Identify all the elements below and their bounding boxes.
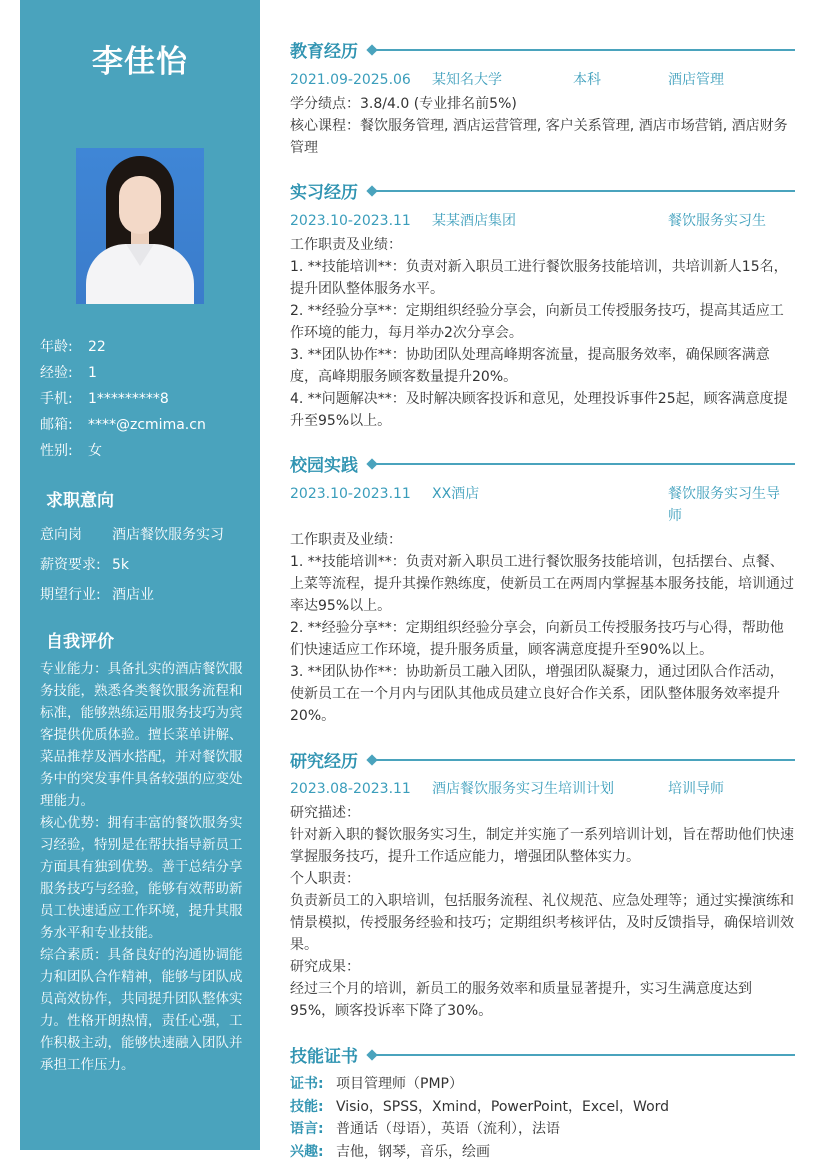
education-details — [290, 93, 795, 159]
info-label: 邮箱: — [40, 417, 73, 433]
basic-info — [40, 334, 206, 464]
info-label: 经验: — [40, 365, 73, 381]
intern-line: 4. **问题解决**：及时解决顾客投诉和意见，处理投诉事件25起，顾客满意度提升至95%以上。 — [290, 391, 788, 429]
intent-label: 期望行业: — [40, 587, 101, 603]
campus-period: 2023.10-2023.11 — [290, 486, 411, 502]
section-title: 教育经历 — [290, 42, 358, 62]
info-value: 1*********8 — [88, 391, 169, 407]
campus-details — [290, 529, 795, 727]
info-label: 年龄: — [40, 339, 73, 355]
intern-org: 某某酒店集团 — [432, 213, 516, 229]
campus-line: 工作职责及业绩： — [290, 532, 402, 548]
campus-line: 1. **技能培训**：负责对新入职员工进行餐饮服务技能培训，包括摆台、点餐、上菜等流程，提升其操作熟练度，使新员工在两周内掌握基本服务技能，培训通过率达95%以上。 — [290, 554, 794, 614]
job-intent — [40, 520, 224, 610]
info-experience — [40, 360, 206, 386]
intent-industry — [40, 580, 224, 610]
section-title: 实习经历 — [290, 183, 358, 203]
research-line: 经过三个月的培训，新员工的服务效率和质量显著提升，实习生满意度达到95%，顾客投诉率下降了30%。 — [290, 981, 752, 1019]
research-line: 研究描述： — [290, 805, 360, 821]
intern-period: 2023.10-2023.11 — [290, 213, 411, 229]
intent-label: 意向岗 — [40, 527, 82, 543]
research-role: 培训导师 — [668, 781, 724, 797]
intent-value: 5k — [112, 557, 130, 573]
internship-header — [290, 178, 795, 203]
research-line: 研究成果： — [290, 959, 360, 975]
info-email — [40, 412, 206, 438]
research-line: 针对新入职的餐饮服务实习生，制定并实施了一系列培训计划，旨在帮助他们快速掌握服务技巧，提升工作适应能力，增强团队整体实力。 — [290, 827, 794, 865]
internship-details — [290, 234, 795, 432]
education-header — [290, 37, 795, 62]
education-meta — [290, 69, 795, 91]
section-divider — [368, 463, 795, 465]
intern-line: 2. **经验分享**：定期组织经验分享会，向新员工传授服务技巧，提高其适应工作环境的能力，每月举办2次分享会。 — [290, 303, 784, 341]
internship-meta — [290, 210, 795, 232]
info-label: 性别: — [40, 443, 73, 459]
campus-line: 3. **团队协作**：协助新员工融入团队，增强团队凝聚力，通过团队合作活动，使新员工在一个月内与团队其他成员建立良好合作关系，团队整体服务效率提升20%。 — [290, 664, 784, 724]
section-title: 研究经历 — [290, 752, 358, 772]
intern-line: 1. **技能培训**：负责对新入职员工进行餐饮服务技能培训，共培训新人15名，提升团队整体服务水平。 — [290, 259, 788, 297]
intent-value: 酒店业 — [112, 587, 154, 603]
eval-paragraph: 专业能力：具备扎实的酒店餐饮服务技能，熟悉各类餐饮服务流程和标准，能够熟练运用服务技巧为宾客提供优质体验。擅长菜单讲解、菜品推荐及酒水搭配，并对餐饮服务中的突发事件具备较强的应变处理能力。 — [40, 661, 243, 809]
research-line: 负责新员工的入职培训，包括服务流程、礼仪规范、应急处理等；通过实操演练和情景模拟，传授服务经验和技巧；定期组织考核评估，及时反馈指导，确保培训效果。 — [290, 893, 794, 953]
info-gender — [40, 438, 206, 464]
skill-row-language — [290, 1118, 669, 1141]
research-details — [290, 802, 795, 1022]
skill-row-skills — [290, 1096, 669, 1119]
info-value: ****@zcmima.cn — [88, 417, 206, 433]
edu-school: 某知名大学 — [432, 72, 502, 88]
skill-key: 兴趣: — [290, 1143, 324, 1160]
eval-paragraph: 核心优势：拥有丰富的餐饮服务实习经验，特别是在帮扶指导新员工方面具有独到优势。善于总结分享服务技巧与经验，能够有效帮助新员工快速适应工作环境，提升其服务水平和专业技能。 — [40, 815, 243, 941]
info-value: 22 — [88, 339, 106, 355]
skill-row-certificate — [290, 1073, 669, 1096]
skill-key: 证书: — [290, 1076, 324, 1092]
skill-value: 普通话（母语），英语（流利），法语 — [336, 1121, 560, 1137]
research-period: 2023.08-2023.11 — [290, 781, 411, 797]
edu-line: 学分绩点：3.8/4.0 (专业排名前5%) — [290, 96, 517, 112]
section-title: 技能证书 — [290, 1047, 358, 1067]
section-divider — [368, 759, 795, 761]
intent-label: 薪资要求: — [40, 557, 101, 573]
section-divider — [368, 1054, 795, 1056]
campus-line: 2. **经验分享**：定期组织经验分享会，向新员工传授服务技巧与心得，帮助他们快速适应工作环境，提升服务质量，顾客满意度提升至90%以上。 — [290, 620, 784, 658]
research-header — [290, 747, 795, 772]
candidate-name: 李佳怡 — [92, 44, 188, 80]
intern-line: 3. **团队协作**：协助团队处理高峰期客流量，提高服务效率，确保顾客满意度，高峰期服务顾客数量提升20%。 — [290, 347, 770, 385]
intern-role: 餐饮服务实习生 — [668, 213, 766, 229]
eval-paragraph: 综合素质：具备良好的沟通协调能力和团队合作精神，能够与团队成员高效协作，共同提升团队整体实力。性格开朗热情，责任心强，工作积极主动，能够快速融入团队并承担工作压力。 — [40, 947, 243, 1073]
section-divider — [368, 49, 795, 51]
sidebar — [20, 0, 260, 1150]
intent-title: 求职意向 — [46, 491, 114, 511]
skill-value: 吉他，钢琴，音乐，绘画 — [336, 1143, 490, 1160]
info-phone — [40, 386, 206, 412]
campus-header — [290, 451, 795, 476]
intern-line: 工作职责及业绩： — [290, 237, 402, 253]
campus-meta — [290, 483, 795, 527]
skills-list — [290, 1073, 669, 1160]
edu-major: 酒店管理 — [668, 72, 724, 88]
skill-value: 项目管理师（PMP） — [336, 1076, 463, 1092]
self-eval-title: 自我评价 — [46, 632, 114, 652]
edu-line: 核心课程：餐饮服务管理, 酒店运营管理, 客户关系管理, 酒店市场营销, 酒店财务管理 — [290, 118, 788, 156]
campus-role: 餐饮服务实习生导师 — [668, 486, 780, 524]
self-evaluation — [40, 658, 244, 1076]
info-value: 女 — [88, 443, 102, 459]
skills-header — [290, 1042, 795, 1067]
intent-position — [40, 520, 224, 550]
profile-photo — [76, 148, 204, 304]
skill-value: Visio，SPSS，Xmind，PowerPoint，Excel，Word — [336, 1098, 670, 1115]
edu-degree: 本科 — [573, 72, 601, 88]
skill-key: 语言: — [290, 1121, 324, 1137]
research-meta — [290, 778, 795, 800]
intent-value: 酒店餐饮服务实习 — [112, 527, 224, 543]
research-project: 酒店餐饮服务实习生培训计划 — [432, 781, 614, 797]
section-title: 校园实践 — [290, 456, 358, 476]
section-divider — [368, 190, 795, 192]
skill-key: 技能: — [290, 1098, 324, 1115]
info-age — [40, 334, 206, 360]
info-label: 手机: — [40, 391, 73, 407]
research-line: 个人职责： — [290, 871, 360, 887]
skill-row-interests — [290, 1141, 669, 1160]
intent-salary — [40, 550, 224, 580]
info-value: 1 — [88, 365, 97, 381]
edu-period: 2021.09-2025.06 — [290, 72, 411, 88]
campus-org: XX酒店 — [432, 486, 480, 502]
